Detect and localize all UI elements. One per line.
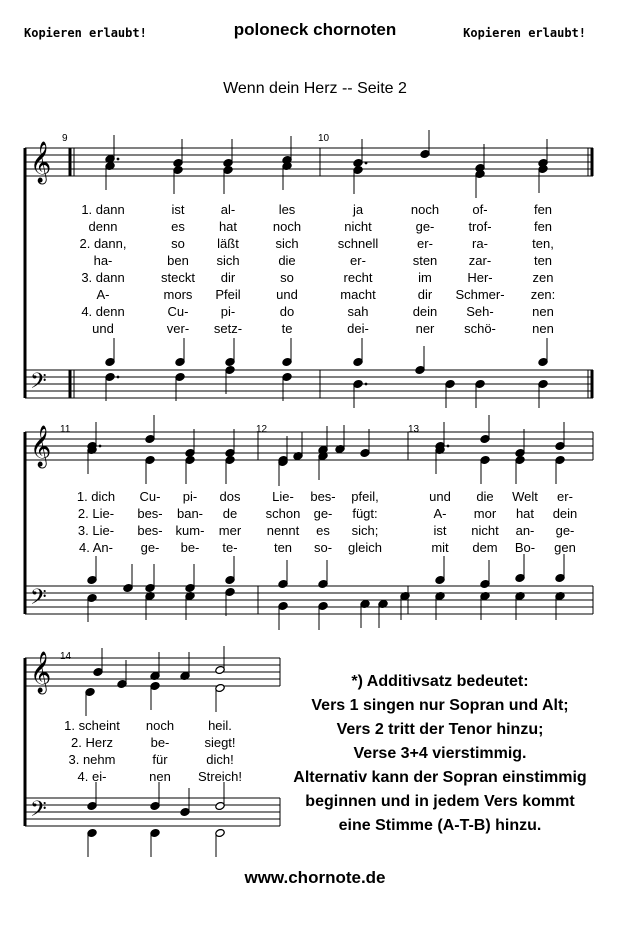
footnote-line: beginnen und in jedem Vers kommt [305, 793, 575, 810]
lyric-syllable: ner [415, 321, 435, 336]
lyric-syllable: setz- [213, 321, 243, 336]
lyric-syllable: ver- [166, 321, 190, 336]
lyric-syllable: ben [167, 253, 189, 268]
lyric-syllable: hat [515, 506, 535, 521]
footnote-line: Alternativ kann der Sopran einstimmig [293, 769, 587, 786]
lyric-syllable: ge- [415, 219, 435, 234]
lyric-syllable: ge- [555, 523, 575, 538]
lyric-syllable: dir [417, 287, 433, 302]
bass-clef-icon: 𝄢 [30, 585, 47, 615]
measure-number: 14 [60, 651, 72, 662]
lyric-syllable: nen [532, 321, 554, 336]
lyric-syllable: schon [265, 506, 301, 521]
lyric-syllable: 2. Herz [71, 735, 113, 750]
note-dot [447, 445, 450, 448]
lyric-syllable: dir [220, 270, 236, 285]
lyric-syllable: pi- [220, 304, 236, 319]
lyric-syllable: für [152, 752, 168, 767]
lyric-syllable: ist [433, 523, 447, 538]
lyric-syllable: ten [273, 540, 293, 555]
treble-clef-icon: 𝄞 [30, 426, 52, 467]
lyric-syllable: er- [350, 253, 366, 268]
lyric-syllable: zar- [468, 253, 492, 268]
lyric-syllable: steckt [161, 270, 195, 285]
lyric-syllable: Cu- [167, 304, 189, 319]
lyric-syllable: 1. dann [81, 202, 125, 217]
lyric-syllable: 4. denn [81, 304, 125, 319]
measure-number: 9 [62, 133, 68, 144]
lyric-syllable: bes- [137, 506, 163, 521]
lyric-syllable: die [278, 253, 296, 268]
lyric-syllable: mer [218, 523, 242, 538]
lyric-syllable: be- [180, 540, 200, 555]
lyric-syllable: ban- [176, 506, 204, 521]
lyric-syllable: fen [533, 219, 553, 234]
lyric-syllable: sich [275, 236, 299, 251]
lyric-syllable: pi- [182, 489, 198, 504]
lyric-syllable: dei- [347, 321, 369, 336]
lyric-syllable: mit [431, 540, 449, 555]
lyric-syllable: noch [145, 718, 175, 733]
lyric-syllable: schö- [464, 321, 496, 336]
lyric-syllable: dem [472, 540, 498, 555]
lyric-syllable: 2. dann, [79, 236, 127, 251]
bass-clef-icon: 𝄢 [30, 369, 47, 399]
lyric-syllable: Bo- [514, 540, 536, 555]
lyric-syllable: Cu- [139, 489, 161, 504]
lyric-syllable: so [280, 270, 294, 285]
lyric-syllable: und [92, 321, 114, 336]
lyric-syllable: Streich! [197, 769, 243, 784]
lyric-syllable: denn [88, 219, 118, 234]
footnote-line: Verse 3+4 vierstimmig. [353, 745, 527, 762]
lyric-syllable: gen [554, 540, 576, 555]
note-dot [365, 162, 368, 165]
lyric-syllable: im [418, 270, 432, 285]
lyric-syllable: 1. dich [76, 489, 116, 504]
lyric-syllable: Her- [467, 270, 493, 285]
lyric-syllable: sah [347, 304, 369, 319]
lyric-syllable: be- [150, 735, 170, 750]
lyric-syllable: sten [412, 253, 438, 268]
lyric-syllable: 1. scheint [64, 718, 120, 733]
note-dot [117, 376, 120, 379]
lyric-syllable: und [429, 489, 451, 504]
lyric-syllable: ha- [93, 253, 113, 268]
note-dot [99, 445, 102, 448]
lyric-syllable: of- [472, 202, 488, 217]
lyric-syllable: ten [533, 253, 553, 268]
lyric-syllable: 3. dann [81, 270, 125, 285]
lyric-syllable: 4. ei- [77, 769, 107, 784]
lyric-syllable: heil. [208, 718, 232, 733]
lyric-syllable: bes- [310, 489, 336, 504]
site-title: poloneck chornoten [233, 20, 397, 39]
lyric-syllable: 2. Lie- [77, 506, 115, 521]
lyric-syllable: do [279, 304, 295, 319]
footnote-line: eine Stimme (A-T-B) hinzu. [338, 817, 542, 834]
lyric-syllable: an- [515, 523, 535, 538]
copy-permission-right: Kopieren erlaubt! [463, 26, 586, 40]
lyric-syllable: macht [340, 287, 376, 302]
lyric-syllable: schnell [337, 236, 379, 251]
lyric-syllable: Seh- [466, 304, 494, 319]
lyric-syllable: läßt [217, 236, 239, 251]
lyric-syllable: mors [163, 287, 193, 302]
lyric-syllable: mor [473, 506, 497, 521]
footnote [285, 670, 595, 838]
lyric-syllable: Welt [512, 489, 538, 504]
lyric-syllable: A- [433, 506, 447, 521]
lyric-syllable: sich; [351, 523, 379, 538]
footnote-line: *) Additivsatz bedeutet: [351, 673, 529, 690]
lyric-syllable: zen [532, 270, 554, 285]
lyric-syllable: sich [216, 253, 240, 268]
measure-number: 11 [60, 424, 71, 435]
footer-url: www.chornote.de [244, 868, 386, 887]
lyric-syllable: dein [552, 506, 578, 521]
note-dot [117, 158, 120, 161]
lyric-syllable: siegt! [204, 735, 236, 750]
lyric-syllable: noch [410, 202, 440, 217]
lyric-syllable: ist [171, 202, 185, 217]
lyric-syllable: noch [272, 219, 302, 234]
measure-number: 10 [318, 133, 330, 144]
lyric-syllable: ten, [532, 236, 554, 251]
lyric-syllable: nen [532, 304, 554, 319]
lyric-syllable: kum- [175, 523, 205, 538]
lyric-syllable: Pfeil [215, 287, 241, 302]
lyric-syllable: al- [220, 202, 236, 217]
footnote-line: Vers 1 singen nur Sopran und Alt; [311, 697, 569, 714]
lyric-syllable: bes- [137, 523, 163, 538]
lyric-syllable: ja [352, 202, 364, 217]
bass-clef-icon: 𝄢 [30, 797, 47, 827]
lyric-syllable: te- [222, 540, 238, 555]
lyric-syllable: ge- [140, 540, 160, 555]
lyric-syllable: ra- [472, 236, 488, 251]
lyric-syllable: 4. An- [79, 540, 113, 555]
lyric-syllable: Schmer- [455, 287, 505, 302]
lyric-syllable: nicht [344, 219, 372, 234]
lyric-syllable: zen: [530, 287, 556, 302]
lyric-syllable: hat [218, 219, 238, 234]
lyric-syllable: recht [343, 270, 373, 285]
copy-permission-left: Kopieren erlaubt! [24, 26, 147, 40]
measure-number: 12 [256, 424, 268, 435]
song-title: Wenn dein Herz -- Seite 2 [223, 80, 407, 97]
note-dot [365, 383, 368, 386]
lyric-syllable: 3. Lie- [77, 523, 115, 538]
lyric-syllable: fügt: [352, 506, 378, 521]
lyric-syllable: ge- [313, 506, 333, 521]
lyric-syllable: te [281, 321, 293, 336]
lyric-syllable: die [476, 489, 494, 504]
lyric-syllable: A- [96, 287, 110, 302]
lyric-syllable: er- [557, 489, 573, 504]
lyric-syllable: nennt [266, 523, 300, 538]
lyric-syllable: er- [417, 236, 433, 251]
lyric-syllable: und [276, 287, 298, 302]
lyric-syllable: dich! [206, 752, 234, 767]
lyric-syllable: de [222, 506, 238, 521]
lyric-syllable: fen [533, 202, 553, 217]
footnote-line: Vers 2 tritt der Tenor hinzu; [336, 721, 544, 738]
lyric-syllable: so [171, 236, 185, 251]
lyric-syllable: nicht [471, 523, 499, 538]
lyric-syllable: es [316, 523, 330, 538]
measure-number: 13 [408, 424, 420, 435]
lyric-syllable: dos [219, 489, 241, 504]
treble-clef-icon: 𝄞 [30, 652, 52, 693]
lyric-syllable: nen [149, 769, 171, 784]
lyric-syllable: gleich [348, 540, 382, 555]
lyric-syllable: 3. nehm [68, 752, 116, 767]
treble-clef-icon: 𝄞 [30, 142, 52, 183]
lyric-syllable: trof- [468, 219, 492, 234]
lyric-syllable: Lie- [272, 489, 294, 504]
lyric-syllable: dein [412, 304, 438, 319]
lyric-syllable: es [171, 219, 185, 234]
lyric-syllable: so- [313, 540, 333, 555]
lyric-syllable: les [278, 202, 296, 217]
lyric-syllable: pfeil, [351, 489, 379, 504]
